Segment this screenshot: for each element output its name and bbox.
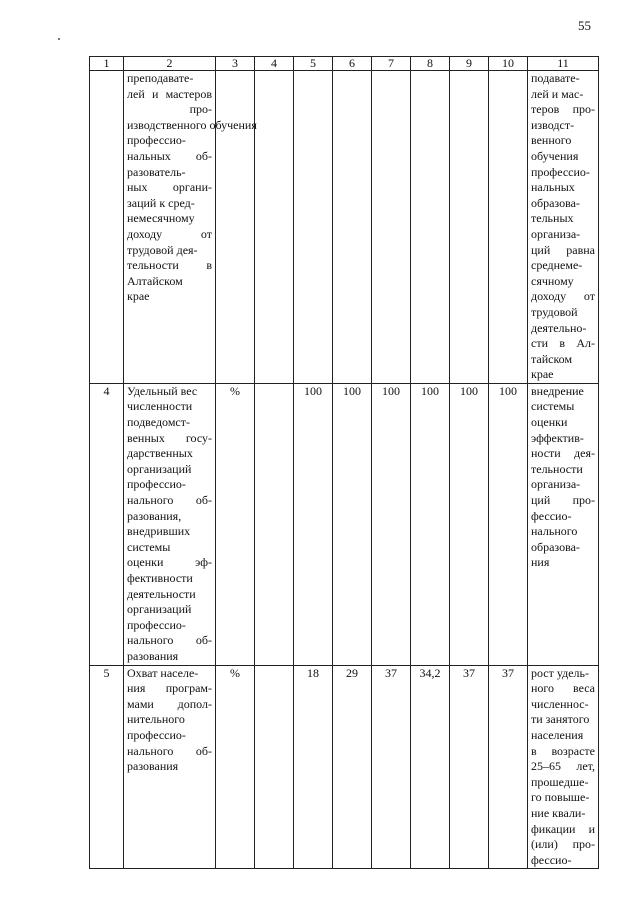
note-line: нальных	[531, 180, 575, 195]
value-cell	[255, 665, 294, 869]
indicator-name-line: нального об-	[127, 633, 212, 648]
indicator-table	[89, 56, 599, 869]
indicator-name-line: ных органи-	[127, 180, 212, 195]
column-header: 5	[294, 57, 333, 71]
table-row	[90, 665, 599, 869]
page-number: 55	[578, 18, 591, 33]
note-line: рост удель-	[531, 665, 590, 680]
table-row	[90, 71, 599, 384]
indicator-name-line: тельности в	[127, 258, 212, 273]
note-line: системы	[531, 399, 575, 414]
column-header: 6	[333, 57, 372, 71]
indicator-name-line: заций к сред-	[127, 195, 195, 210]
indicator-name-line: нального об-	[127, 493, 212, 508]
table-header-row	[90, 57, 599, 71]
indicator-name-line: доходу от	[127, 226, 212, 241]
column-header: 10	[489, 57, 528, 71]
note-line: численнос-	[531, 696, 589, 711]
value-cell: 100	[333, 383, 372, 665]
note-line: деятельно-	[531, 320, 587, 335]
note-cell	[528, 383, 599, 665]
note-line: профессио-	[531, 164, 590, 179]
column-header: 1	[90, 57, 124, 71]
indicator-name-line: фективности	[127, 571, 193, 585]
note-line: оценки	[531, 415, 568, 430]
indicator-name-line: организаций	[127, 461, 192, 476]
indicator-name-line: нительного	[127, 712, 185, 727]
value-cell	[333, 71, 372, 384]
column-header: 11	[528, 57, 599, 71]
indicator-name-line: разования	[127, 648, 179, 663]
note-line: нального	[531, 524, 578, 539]
note-line: организа-	[531, 226, 581, 241]
indicator-name-line: нальных об-	[127, 148, 212, 163]
value-cell: 34,2	[411, 665, 450, 869]
indicator-name-cell	[124, 665, 216, 869]
table-row	[90, 383, 599, 665]
value-cell	[255, 383, 294, 665]
note-line: 25–65 лет,	[531, 759, 595, 774]
indicator-name-cell	[124, 71, 257, 384]
value-cell: 29	[333, 665, 372, 869]
note-cell	[528, 71, 599, 384]
column-header: 4	[255, 57, 294, 71]
unit-cell: %	[216, 665, 255, 869]
indicator-name-line: системы	[127, 539, 171, 554]
note-line: ного веса	[531, 681, 595, 696]
note-line: изводст-	[531, 117, 575, 132]
note-line: образова-	[531, 539, 580, 554]
indicator-name-line: профессио-	[127, 727, 186, 742]
column-header: 7	[372, 57, 411, 71]
note-line: ние квали-	[531, 805, 586, 820]
row-number-cell	[90, 71, 124, 384]
column-header: 3	[216, 57, 255, 71]
indicator-name-line: оценки эф-	[127, 555, 212, 570]
indicator-name-line: деятельности	[127, 586, 196, 601]
indicator-name-line: нального об-	[127, 743, 212, 758]
note-line: внедрение	[531, 383, 584, 398]
indicator-name-line: профессио-	[127, 477, 186, 492]
note-line: эффектив-	[531, 430, 584, 445]
value-cell: 100	[294, 383, 333, 665]
note-line: организа-	[531, 477, 581, 492]
indicator-name-line: профессио-	[127, 617, 186, 632]
indicator-name-line: венных госу-	[127, 430, 212, 445]
note-line: образова-	[531, 195, 580, 210]
note-line: фикации и	[531, 821, 595, 836]
indicator-name-line: про-	[189, 102, 212, 117]
scan-speck	[58, 38, 60, 40]
note-line: в возрасте	[531, 743, 595, 758]
indicator-name-line: профессио-	[127, 133, 186, 148]
note-line: доходу от	[531, 289, 595, 304]
note-line: фессио-	[531, 508, 572, 523]
indicator-name-line: преподавате-	[127, 71, 194, 85]
indicator-name-line: разования	[127, 759, 179, 774]
note-line: подавате-	[531, 71, 580, 85]
value-cell: 100	[450, 383, 489, 665]
indicator-name-line: численности	[127, 399, 193, 414]
note-line: тельных	[531, 211, 574, 226]
value-cell: 100	[372, 383, 411, 665]
value-cell: 100	[489, 383, 528, 665]
indicator-name-line: ния програм-	[127, 681, 212, 696]
note-line: трудовой	[531, 304, 578, 319]
note-line: сячному	[531, 273, 574, 288]
note-line: прошедше-	[531, 774, 589, 789]
indicator-name-line: изводственного обучения	[127, 117, 257, 132]
value-cell	[255, 71, 294, 384]
note-line: ций про-	[531, 493, 595, 508]
indicator-name-line: разователь-	[127, 164, 186, 179]
value-cell	[489, 71, 528, 384]
indicator-name-line: трудовой дея-	[127, 242, 198, 257]
note-line: лей и мас-	[531, 86, 584, 101]
value-cell	[450, 71, 489, 384]
indicator-name-line: внедривших	[127, 524, 191, 539]
value-cell: 18	[294, 665, 333, 869]
unit-cell: %	[216, 383, 255, 665]
indicator-name-line: мами допол-	[127, 696, 212, 711]
note-line: теров про-	[531, 102, 595, 117]
indicator-name-line: подведомст-	[127, 415, 190, 430]
column-header: 8	[411, 57, 450, 71]
value-cell	[411, 71, 450, 384]
value-cell: 37	[372, 665, 411, 869]
note-line: ти занятого	[531, 712, 590, 727]
note-line: го повыше-	[531, 790, 590, 805]
indicator-name-line: Алтайском	[127, 273, 183, 288]
note-line: населения	[531, 727, 584, 742]
note-line: ности дея-	[531, 446, 595, 461]
column-header: 2	[124, 57, 216, 71]
value-cell: 37	[489, 665, 528, 869]
note-line: ций равна	[531, 242, 595, 257]
note-line: крае	[531, 367, 554, 382]
note-cell	[528, 665, 599, 869]
column-header: 9	[450, 57, 489, 71]
indicator-name-line: Удельный вес	[127, 383, 198, 398]
note-line: среднеме-	[531, 258, 583, 273]
indicator-name-line: немесячному	[127, 211, 195, 226]
indicator-name-line: крае	[127, 289, 150, 304]
note-line: (или) про-	[531, 837, 595, 852]
note-line: венного	[531, 133, 572, 148]
row-number-cell: 5	[90, 665, 124, 869]
note-line: тельности	[531, 461, 583, 476]
note-line: сти в Ал-	[531, 336, 595, 351]
indicator-name-line: разования,	[127, 508, 182, 523]
note-line: ния	[531, 555, 550, 570]
note-line: фессио-	[531, 852, 572, 867]
value-cell	[372, 71, 411, 384]
note-line: обучения	[531, 148, 579, 163]
value-cell: 37	[450, 665, 489, 869]
indicator-name-line: Охват населе-	[127, 665, 199, 680]
indicator-name-line: организаций	[127, 602, 192, 617]
indicator-name-line: лей и мастеров	[127, 86, 212, 101]
indicator-name-cell	[124, 383, 216, 665]
indicator-name-line: дарственных	[127, 446, 193, 461]
note-line: тайском	[531, 351, 573, 366]
value-cell: 100	[411, 383, 450, 665]
value-cell	[294, 71, 333, 384]
row-number-cell: 4	[90, 383, 124, 665]
